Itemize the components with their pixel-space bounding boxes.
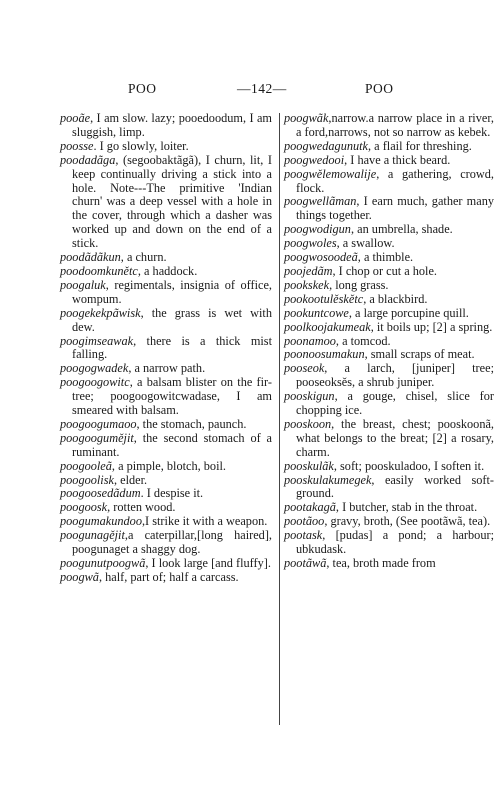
- headword: poogwělemowalije: [284, 166, 377, 181]
- dictionary-entry: pookskek, long grass.: [284, 277, 389, 292]
- headword: poodadãga: [60, 152, 116, 167]
- headword: pootask: [284, 528, 323, 543]
- headword: poojedãm: [284, 263, 333, 278]
- dictionary-entry: poogumakundoo,I strike it with a weapon.: [60, 514, 268, 529]
- dictionary-entry: poogoogumaoo, the stomach, paunch.: [60, 416, 247, 431]
- dictionary-entry: pootakagã, I butcher, stab in the throat.: [284, 500, 478, 515]
- headword: pookuntcowe: [284, 305, 349, 320]
- header-right-guideword: POO: [365, 81, 394, 96]
- dictionary-entry: poogunagějit,a caterpillar,[long haired], poogunaget a shaggy dog.: [60, 528, 272, 557]
- dictionary-entry: poogoogumějit, the second stomach of a ruminant.: [60, 430, 272, 459]
- headword: poogwãk: [284, 111, 329, 125]
- dictionary-entry: pooskulãk, soft; pooskuladoo, I soften it.: [284, 458, 485, 473]
- headword: poogoosedãdum: [60, 486, 141, 501]
- headword: poogunutpoogwã: [60, 556, 146, 570]
- dictionary-entry: pooskoon, the breast, chest; pooskoonã, what belongs to the breat; [2] a rosary, charm.: [284, 416, 494, 459]
- dictionary-entry: pooseok, a larch, [juniper] tree; pooseoksěs, a shrub juniper.: [284, 361, 494, 390]
- headword: poodoomkunětc: [60, 263, 138, 278]
- dictionary-entry: pooãe, I am slow. lazy; pooedoodum, I am sluggish, limp.: [60, 111, 272, 139]
- dictionary-entry: poonamoo, a tomcod.: [284, 333, 391, 348]
- headword: poonamoo: [284, 333, 336, 348]
- headword: pooskulãk: [284, 458, 334, 473]
- dictionary-entry: poogoogowitc, a balsam blister on the fir-tree; poogoogowitcwadase, I am smeared with balsam.: [60, 375, 272, 418]
- headword: pookootulěskětc: [284, 291, 364, 306]
- headword: poogwedagunutk: [284, 138, 369, 153]
- left-column: [60, 112, 272, 585]
- headword: poogoogumaoo: [60, 416, 137, 431]
- headword: poogekekpãwisk: [60, 305, 141, 320]
- dictionary-entry: pooskulakumegek, easily worked soft-ground.: [284, 472, 494, 501]
- headword: poogwã: [60, 569, 99, 584]
- dictionary-entry: poogoosedãdum. I despise it.: [60, 486, 204, 501]
- dictionary-entry: poogwodigun, an umbrella, shade.: [284, 222, 453, 237]
- headword: pooskoon: [284, 416, 332, 431]
- headword: poodãdãkun: [60, 250, 121, 265]
- headword: poogoolisk: [60, 472, 114, 487]
- headword: pooskulakumegek: [284, 472, 372, 487]
- column-divider: [279, 113, 280, 725]
- dictionary-entry: poodãdãkun, a churn.: [60, 250, 167, 265]
- dictionary-entry: poogwělemowalije, a gathering, crowd, flock.: [284, 166, 494, 195]
- headword: poogwedooi: [284, 152, 345, 167]
- headword: pootãwã: [284, 556, 327, 570]
- headword: poogwosoodeã: [284, 250, 358, 265]
- dictionary-entry: poogekekpãwisk, the grass is wet with dew.: [60, 305, 272, 334]
- headword: pooãe: [60, 111, 91, 125]
- headword: poogoosk: [60, 500, 108, 515]
- headword: pooseok: [284, 361, 325, 376]
- headword: poogimseawak: [60, 333, 134, 348]
- headword: poogumakundoo: [60, 514, 142, 529]
- dictionary-entry: poogwoles, a swallow.: [284, 236, 395, 251]
- headword: poogooleã: [60, 458, 112, 473]
- dictionary-entry: poogooleã, a pimple, blotch, boil.: [60, 458, 226, 473]
- headword: pooskigun: [284, 389, 335, 404]
- headword: poogogwadek: [60, 361, 129, 376]
- headword: poogwodigun: [284, 222, 351, 237]
- dictionary-entry: poosse. I go slowly, loiter.: [60, 138, 189, 153]
- headword: poolkoojakumeak: [284, 319, 371, 334]
- page-header: [0, 81, 501, 103]
- dictionary-entry: pootask, [pudas] a pond; a harbour; ubkudask.: [284, 528, 494, 557]
- dictionary-entry: poogwellãman, I earn much, gather many things together.: [284, 194, 494, 223]
- right-column: [284, 112, 494, 571]
- page-number: —142—: [237, 81, 287, 96]
- headword: poogoogowitc: [60, 375, 130, 390]
- dictionary-entry: poogwãk,narrow.a narrow place in a river, a ford,narrows, not so narrow as kebek.: [284, 111, 494, 139]
- dictionary-entry: pootãwã, tea, broth made from: [284, 556, 436, 570]
- headword: poogunagějit: [60, 528, 125, 543]
- dictionary-entry: poodoomkunětc, a haddock.: [60, 263, 198, 278]
- dictionary-entry: poogwosoodeã, a thimble.: [284, 250, 414, 265]
- header-left-guideword: POO: [128, 81, 157, 96]
- dictionary-entry: pookuntcowe, a large porcupine quill.: [284, 305, 469, 320]
- headword: poogoogumějit: [60, 430, 134, 445]
- headword: pootakagã: [284, 500, 336, 515]
- headword: poosse: [60, 138, 94, 153]
- dictionary-entry: poojedãm, I chop or cut a hole.: [284, 263, 437, 278]
- dictionary-entry: poogwã, half, part of; half a carcass.: [60, 569, 239, 584]
- headword: poogaluk: [60, 277, 106, 292]
- headword: pookskek: [284, 277, 330, 292]
- dictionary-entry: poonoosumakun, small scraps of meat.: [284, 347, 475, 362]
- dictionary-entry: poogoosk, rotten wood.: [60, 500, 176, 515]
- dictionary-entry: pooskigun, a gouge, chisel, slice for chopping ice.: [284, 389, 494, 418]
- headword: pootãoo: [284, 514, 325, 529]
- dictionary-entry: poogaluk, regimentals, insignia of office, wompum.: [60, 277, 272, 306]
- dictionary-entry: poodadãga, (segoobaktãgã), I churn, lit, I keep continually driving a stick into a hole. Note---The primitive 'Indian churn' was a deep vessel with a hole in the cover, through which a dasher was worked up and down on the end of a stick.: [60, 152, 272, 251]
- dictionary-entry: poogoolisk, elder.: [60, 472, 148, 487]
- dictionary-entry: poogogwadek, a narrow path.: [60, 361, 206, 376]
- dictionary-entry: poogimseawak, there is a thick mist falling.: [60, 333, 272, 362]
- dictionary-entry: poogwedooi, I have a thick beard.: [284, 152, 451, 167]
- dictionary-entry: poogwedagunutk, a flail for threshing.: [284, 138, 472, 153]
- dictionary-entry: poolkoojakumeak, it boils up; [2] a spring.: [284, 319, 493, 334]
- dictionary-entry: poogunutpoogwã, I look large [and fluffy].: [60, 556, 271, 570]
- dictionary-entry: pookootulěskětc, a blackbird.: [284, 291, 428, 306]
- dictionary-entry: pootãoo, gravy, broth, (See pootãwã, tea).: [284, 514, 491, 529]
- headword: poonoosumakun: [284, 347, 365, 362]
- headword: poogwoles: [284, 236, 337, 251]
- headword: poogwellãman: [284, 194, 357, 209]
